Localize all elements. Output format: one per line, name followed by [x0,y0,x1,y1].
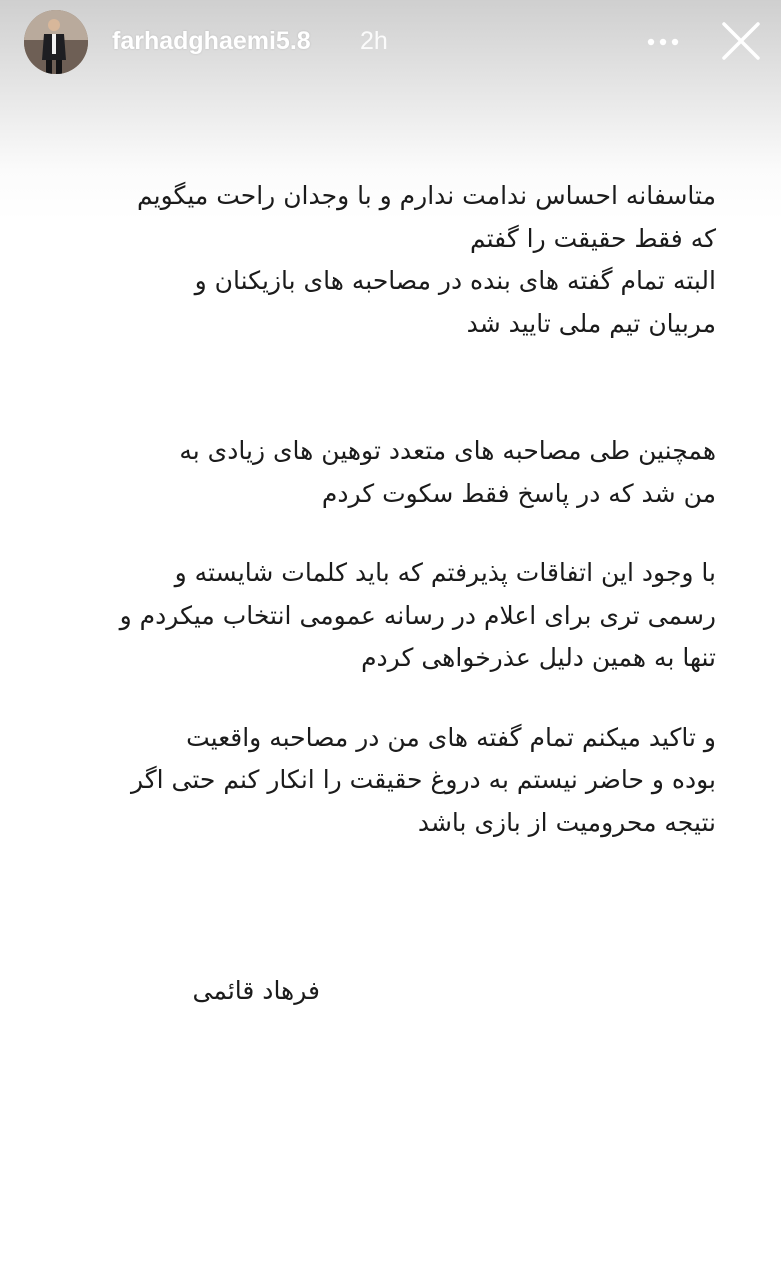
story-header [0,0,781,84]
text-line: البته تمام گفته های بنده در مصاحبه های بازیکنان و [194,266,716,295]
text-line: من شد که در پاسخ فقط سکوت کردم [321,478,716,508]
paragraph [76,430,716,515]
text-line: رسمی تری برای اعلام در رسانه عمومی انتخاب میکردم و [119,600,716,630]
text-line: مربیان تیم ملی تایید شد [466,308,716,338]
avatar[interactable] [24,10,88,74]
text-line: همچنین طی مصاحبه های متعدد توهین های زیادی به [179,436,716,465]
story-message [76,175,716,844]
profile-photo-icon [24,10,88,74]
close-button[interactable] [718,18,764,64]
text-line: بوده و حاضر نیستم به دروغ حقیقت را انکار کنم حتی اگر [130,765,716,794]
text-line: با وجود این اتفاقات پذیرفتم که باید کلمات شایسته و [174,558,716,587]
more-horizontal-icon [640,28,686,56]
text-line: و تاکید میکنم تمام گفته های من در مصاحبه واقعیت [186,722,716,752]
text-line: نتیجه محرومیت از بازی باشد [417,807,716,837]
username[interactable]: farhadghaemi5.8 [112,27,311,55]
text-line: تنها به همین دلیل عذرخواهی کردم [361,643,716,672]
text-line: متاسفانه احساس ندامت ندارم و با وجدان راحت میگویم [137,181,716,210]
close-icon [718,18,764,64]
paragraph [76,175,716,345]
more-options-button[interactable] [640,28,686,56]
paragraph [76,552,716,680]
paragraph [76,717,716,845]
signature: فرهاد قائمی [192,976,320,1005]
text-line: که فقط حقیقت را گفتم [469,223,716,253]
story-timestamp: 2h [360,27,388,55]
